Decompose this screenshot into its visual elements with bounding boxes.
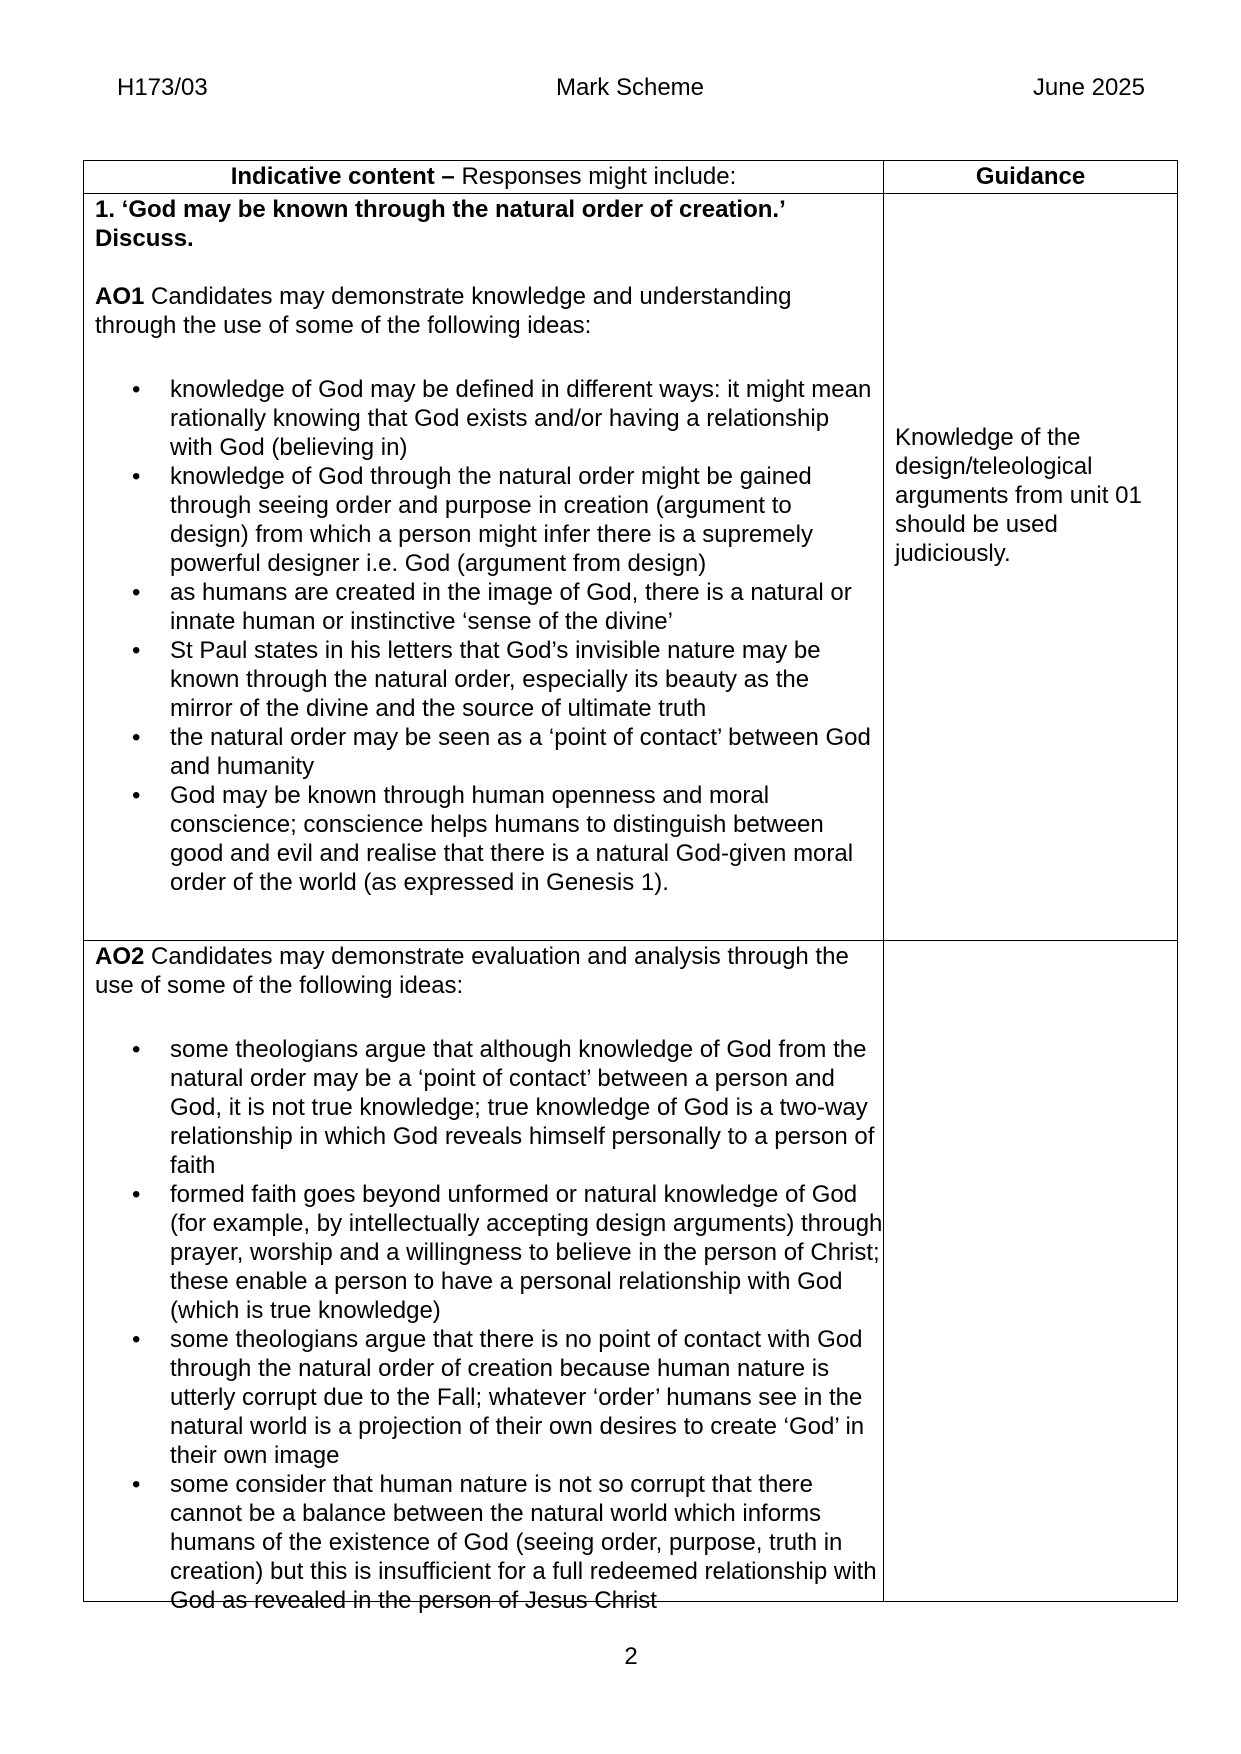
list-item-text: some theologians argue that although knowledge of God from the natural order may be a ‘point of contact’ between a person and God, it is not true knowledge; true knowledge of God is a two-way relationship in which God reveals himself personally to a person of faith xyxy=(170,1036,875,1179)
page-number: 2 xyxy=(624,1643,638,1670)
document-title: Mark Scheme xyxy=(555,74,705,101)
list-item xyxy=(95,375,875,462)
table-header-divider xyxy=(83,193,1178,194)
list-item-text: knowledge of God may be defined in different ways: it might mean rationally knowing that God exists and/or having a relationship with God (believing in) xyxy=(170,376,872,461)
ao2-content-cell xyxy=(95,942,885,1615)
list-item-text: some theologians argue that there is no point of contact with God through the natural order of creation because human nature is utterly corrupt due to the Fall; whatever ‘order’ humans see in the natural world is a projection of their own desires to create ‘God’ in their own image xyxy=(170,1326,865,1469)
list-item-text: the natural order may be seen as a ‘point of contact’ between God and humanity xyxy=(170,724,871,780)
content-header-bold: Indicative content – xyxy=(230,163,455,190)
bullet-icon: • xyxy=(132,724,141,751)
list-item xyxy=(95,1035,885,1180)
bullet-icon: • xyxy=(132,1326,141,1353)
content-header-rest: Responses might include: xyxy=(454,163,737,190)
ao2-intro xyxy=(95,942,885,1000)
list-item-text: St Paul states in his letters that God’s invisible nature may be known through the natural order, especially its beauty as the mirror of the divine and the source of ultimate truth xyxy=(170,637,821,722)
list-item xyxy=(95,1180,885,1325)
bullet-icon: • xyxy=(132,1036,141,1063)
ao1-points-list xyxy=(95,375,875,897)
ao2-points-list xyxy=(95,1035,885,1615)
question-text: 1. ‘God may be known through the natural order of creation.’ Discuss. xyxy=(95,196,785,252)
list-item xyxy=(95,636,875,723)
list-item-text: formed faith goes beyond unformed or natural knowledge of God (for example, by intellectually accepting design arguments) through prayer, worship and a willingness to believe in the person of Christ; these enable a person to have a personal relationship with God (which is true knowledge) xyxy=(170,1181,883,1324)
ao1-content-cell xyxy=(95,195,875,897)
bullet-icon: • xyxy=(132,637,141,664)
list-item-text: knowledge of God through the natural order might be gained through seeing order and purpose in creation (argument to design) from which a person might infer there is a supremely powerful designer i.e. God (argument from design) xyxy=(170,463,813,577)
list-item-text: God may be known through human openness and moral conscience; conscience helps humans to distinguish between good and evil and realise that there is a natural God-given moral order of the world (as expressed in Genesis 1). xyxy=(170,782,854,896)
table-row-divider xyxy=(83,940,1178,941)
list-item xyxy=(95,723,875,781)
document-code: H173/03 xyxy=(117,74,208,101)
bullet-icon: • xyxy=(132,782,141,809)
ao1-label: AO1 xyxy=(95,283,145,310)
list-item-text: some consider that human nature is not so corrupt that there cannot be a balance between the natural world which informs humans of the existence of God (seeing order, purpose, truth in creation) but this is insufficient for a full redeemed relationship with God as revealed in the person of Jesus Christ xyxy=(170,1471,877,1614)
bullet-icon: • xyxy=(132,579,141,606)
bullet-icon: • xyxy=(132,1471,141,1498)
content-column-header xyxy=(84,163,883,191)
list-item xyxy=(95,578,875,636)
ao2-intro-text: Candidates may demonstrate evaluation and analysis through the use of some of the following ideas: xyxy=(95,943,849,999)
bullet-icon: • xyxy=(132,463,141,490)
list-item xyxy=(95,1325,885,1470)
document-date: June 2025 xyxy=(1032,74,1145,101)
list-item xyxy=(95,1470,885,1615)
bullet-icon: • xyxy=(132,376,141,403)
ao1-intro-text: Candidates may demonstrate knowledge and understanding through the use of some of the following ideas: xyxy=(95,283,792,339)
list-item xyxy=(95,781,875,897)
guidance-column-header: Guidance xyxy=(975,163,1086,190)
list-item-text: as humans are created in the image of God, there is a natural or innate human or instinctive ‘sense of the divine’ xyxy=(170,579,852,635)
ao1-intro xyxy=(95,282,875,340)
bullet-icon: • xyxy=(132,1181,141,1208)
ao2-label: AO2 xyxy=(95,943,145,970)
ao1-guidance-cell: Knowledge of the design/teleological arguments from unit 01 should be used judiciously. xyxy=(895,424,1142,567)
list-item xyxy=(95,462,875,578)
